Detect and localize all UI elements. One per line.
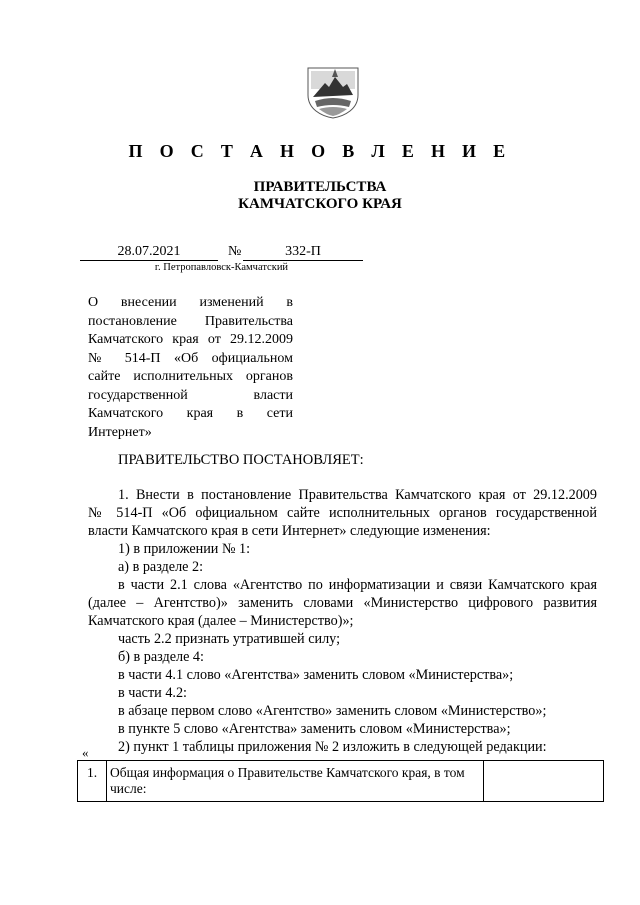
body-paragraph: в части 4.2: <box>118 685 187 701</box>
emblem-icon <box>305 65 361 119</box>
body-paragraph: в части 2.1 слова «Агентство по информатизации и связи Камчатского края <box>118 577 597 593</box>
amendment-table <box>77 760 604 802</box>
body-paragraph: 2) пункт 1 таблицы приложения № 2 изложить в следующей редакции: <box>118 739 547 755</box>
subject-line: Камчатского края в сети <box>88 406 293 421</box>
body-paragraph: б) в разделе 4: <box>118 649 204 665</box>
body-paragraph: часть 2.2 признать утратившей силу; <box>118 631 341 647</box>
table-cell-text: Общая информация о Правительстве Камчатского края, в том числе: <box>107 761 484 802</box>
quote-mark: « <box>82 745 89 760</box>
body-paragraph: в абзаце первом слово «Агентство» заменить словом «Министерство»; <box>118 703 547 719</box>
body-paragraph: 1) в приложении № 1: <box>118 541 251 557</box>
body-paragraph: в части 4.1 слово «Агентства» заменить словом «Министерства»; <box>118 667 514 683</box>
city-label: г. Петропавловск-Камчатский <box>154 262 289 273</box>
number-sign: № <box>228 244 242 259</box>
subject-block <box>88 294 293 442</box>
table-row <box>78 761 604 802</box>
body-paragraph: в пункте 5 слово «Агентства» заменить словом «Министерства»; <box>118 721 511 737</box>
document-number: 332-П <box>243 244 363 261</box>
document-date: 28.07.2021 <box>80 244 218 261</box>
issuer-line-2: КАМЧАТСКОГО КРАЯ <box>238 196 402 212</box>
subject-line: О внесении изменений в <box>88 295 293 310</box>
body-paragraph: власти Камчатского края в сети Интернет» следующие изменения: <box>88 523 491 539</box>
body-paragraph: а) в разделе 2: <box>118 559 204 575</box>
body-paragraph: 1. Внести в постановление Правительства Камчатского края от 29.12.2009 <box>118 487 597 503</box>
subject-line: Камчатского края от 29.12.2009 <box>88 332 293 347</box>
subject-line: № 514-П «Об официальном <box>88 350 293 366</box>
body-paragraph: Камчатского края (далее – Министерство)»; <box>88 613 354 629</box>
decree-phrase: ПРАВИТЕЛЬСТВО ПОСТАНОВЛЯЕТ: <box>118 452 364 468</box>
subject-line: постановление Правительства <box>88 313 293 329</box>
body-paragraph: (далее – Агентство)» заменить словами «Министерство цифрового развития <box>88 595 597 611</box>
issuer-line-1: ПРАВИТЕЛЬСТВА <box>253 179 387 195</box>
table-cell-number: 1. <box>78 761 107 802</box>
document-title: П О С Т А Н О В Л Е Н И Е <box>128 141 512 161</box>
subject-line: государственной власти <box>88 387 293 403</box>
subject-line: сайте исполнительных органов <box>88 369 293 384</box>
table-cell-empty <box>484 761 604 802</box>
subject-line: Интернет» <box>88 424 152 440</box>
body-paragraph: № 514-П «Об официальном сайте исполнительных органов государственной <box>88 505 597 521</box>
